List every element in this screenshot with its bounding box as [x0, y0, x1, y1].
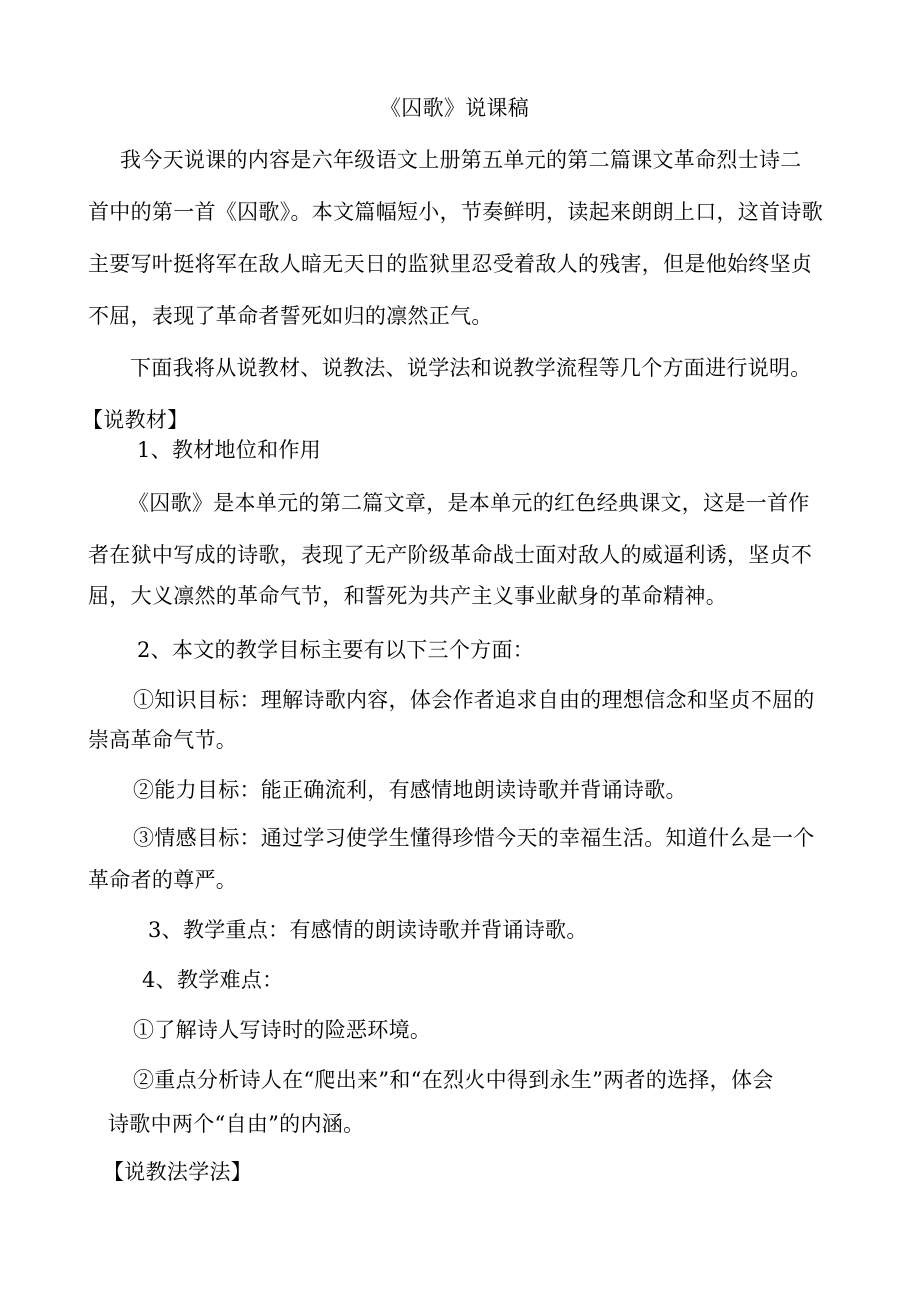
paragraph-line: 诗歌中两个“自由”的内涵。: [108, 1112, 365, 1136]
paragraph-line: ①知识目标：理解诗歌内容，体会作者追求自由的理想信念和坚贞不屈的: [133, 688, 815, 712]
paragraph-line: ③情感目标：通过学习使学生懂得珍惜今天的幸福生活。知道什么是一个: [133, 826, 815, 850]
section-heading: 【说教材】: [82, 408, 189, 432]
subheading: 2、本文的教学目标主要有以下三个方面：: [137, 638, 535, 662]
paragraph-line: ②重点分析诗人在“爬出来”和“在烈火中得到永生”两者的选择，体会: [133, 1068, 774, 1092]
paragraph-line: 不屈，表现了革命者誓死如归的凛然正气。: [88, 304, 493, 328]
paragraph-line: 主要写叶挺将军在敌人暗无天日的监狱里忍受着敌人的残害，但是他始终坚贞: [88, 252, 813, 276]
subheading: 3、教学重点：有感情的朗读诗歌并背诵诗歌。: [148, 918, 588, 942]
subheading: 1、教材地位和作用: [137, 438, 322, 462]
document-title: 《囚歌》说课稿: [380, 96, 530, 120]
paragraph-line: ①了解诗人写诗时的险恶环境。: [133, 1018, 432, 1042]
subheading: 4、教学难点：: [142, 968, 284, 992]
paragraph-line: ②能力目标：能正确流利，有感情地朗读诗歌并背诵诗歌。: [133, 778, 687, 802]
paragraph-line: 《囚歌》是本单元的第二篇文章，是本单元的红色经典课文，这是一首作: [128, 491, 810, 515]
paragraph-line: 革命者的尊严。: [88, 868, 238, 892]
paragraph-line: 我今天说课的内容是六年级语文上册第五单元的第二篇课文革命烈士诗二: [120, 148, 802, 172]
paragraph-line: 者在狱中写成的诗歌，表现了无产阶级革命战士面对敌人的威逼利诱，坚贞不: [88, 543, 813, 567]
paragraph-line: 屈，大义凛然的革命气节，和誓死为共产主义事业献身的革命精神。: [88, 584, 727, 608]
paragraph-line: 首中的第一首《囚歌》。本文篇幅短小，节奏鲜明，读起来朗朗上口，这首诗歌: [88, 200, 823, 224]
section-heading: 【说教法学法】: [103, 1160, 253, 1184]
paragraph-line: 崇高革命气节。: [88, 728, 238, 752]
paragraph-line: 下面我将从说教材、说教法、说学法和说教学流程等几个方面进行说明。: [130, 356, 812, 380]
